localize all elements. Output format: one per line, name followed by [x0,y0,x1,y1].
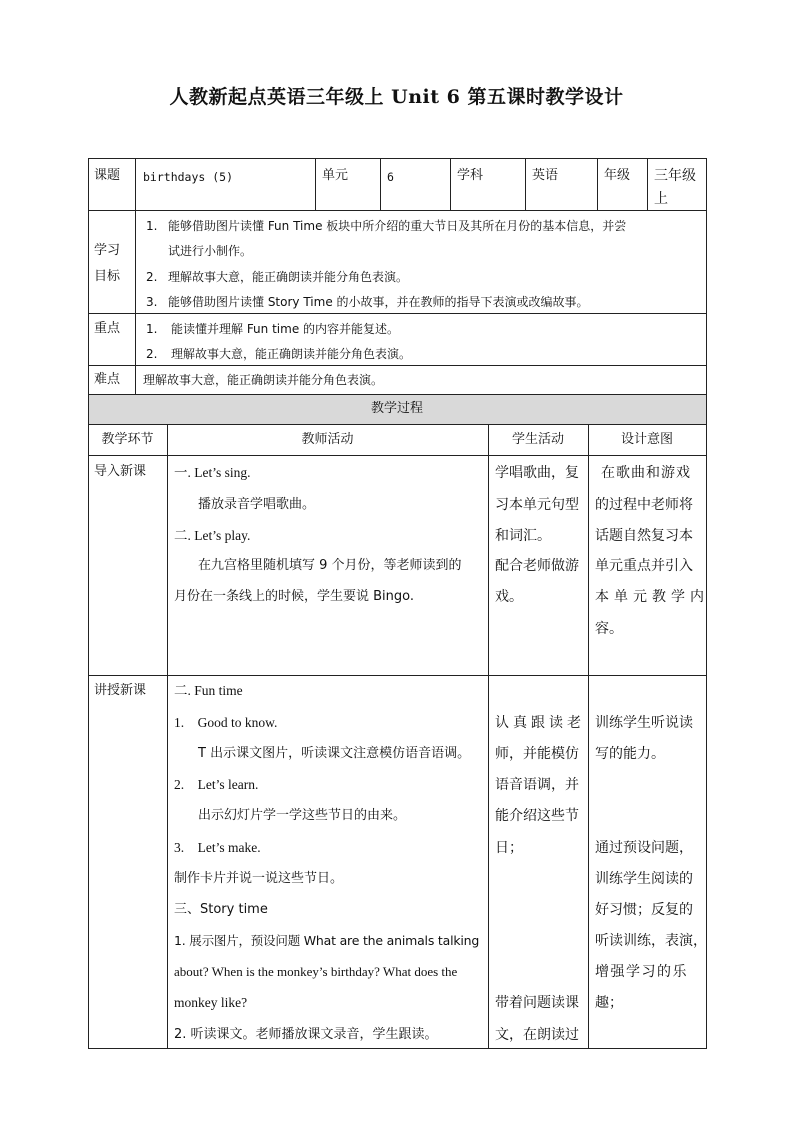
difficulty-text: 理解故事大意，能正确朗读并能分角色表演。 [143,373,384,387]
new-intent-6: 听读训练，表演， [595,933,707,949]
new-teacher-9: 1. 展示图片，预设问题 What are the animals talking [174,933,480,948]
new-teacher-4: 2. Let’s learn. [174,777,259,792]
intro-student-5: 戏。 [495,589,523,605]
intro-intent-1: 在歌曲和游戏 [601,465,691,481]
intro-teacher-3: 二. Let’s play. [174,528,251,543]
lesson-value: birthdays (5) [143,170,234,184]
page-title: 人教新起点英语三年级上 Unit 6 第五课时教学设计 [169,86,624,108]
intro-student-1: 学唱歌曲，复 [495,465,579,481]
new-teacher-1: 二. Fun time [174,683,243,698]
col-stage-header: 教学环节 [101,432,154,447]
new-teacher-7: 制作卡片并说一说这些节日。 [174,871,344,886]
intro-teacher-1: 一. Let’s sing. [174,465,251,480]
new-student-5: 日； [495,840,523,856]
new-intent-5: 好习惯；反复的 [595,902,693,918]
new-lesson-stage: 讲授新课 [94,683,147,698]
new-intent-2: 写的能力。 [595,746,665,762]
unit-label: 单元 [322,168,349,183]
key-point-num-2: 2. [146,347,158,361]
objectives-label-1: 学习 [94,243,121,258]
new-student-7: 文，在朗读过 [495,1027,579,1043]
new-student-6: 带着问题读课 [495,995,579,1011]
intro-intent-2: 的过程中老师将 [595,497,693,513]
subject-label: 学科 [457,168,484,183]
col-intent-header: 设计意图 [620,432,673,447]
objective-2-line1: 理解故事大意，能正确朗读并能分角色表演。 [168,270,409,284]
intro-intent-4: 单元重点并引入 [595,558,693,574]
intro-intent-5: 本单元教学内 [595,589,709,605]
intro-student-2: 习本单元句型 [495,497,579,513]
new-student-4: 能介绍这些节 [495,808,579,824]
intro-student-3: 和词汇。 [495,528,551,544]
new-teacher-11: monkey like? [174,995,248,1010]
new-intent-3: 通过预设问题， [595,840,693,856]
col-teacher-header: 教师活动 [301,432,354,447]
process-banner: 教学过程 [370,401,423,416]
intro-student-4: 配合老师做游 [495,558,579,574]
key-point-1: 能读懂并理解 Fun time 的内容并能复述。 [171,322,400,336]
intro-teacher-5: 月份在一条线上的时候，学生要说 Bingo. [174,589,415,604]
subject-value: 英语 [532,168,559,183]
new-teacher-6: 3. Let’s make. [174,840,261,855]
key-point-num-1: 1. [146,322,158,336]
new-intent-1: 训练学生听说读 [595,715,693,731]
new-intent-4: 训练学生阅读的 [595,871,693,887]
new-teacher-10: about? When is the monkey’s birthday? What does the [174,964,458,979]
new-student-2: 师，并能模仿 [495,746,579,762]
intro-intent-6: 容。 [595,621,623,637]
objective-3-line1: 能够借助图片读懂 Story Time 的小故事，并在教师的指导下表演或改编故事。 [168,295,589,309]
intro-stage: 导入新课 [94,464,147,479]
difficulty-label: 难点 [94,372,121,387]
objective-1-line2: 试进行小制作。 [168,244,253,258]
new-teacher-5: 出示幻灯片学一学这些节日的由来。 [198,808,407,823]
grade-label: 年级 [604,168,631,183]
objective-num-2: 2. [146,270,158,284]
objective-1-line1: 能够借助图片读懂 Fun Time 板块中所介绍的重大节日及其所在月份的基本信息，并尝 [168,219,627,233]
new-teacher-8: 三、Story time [174,902,268,917]
new-student-1: 认真跟读老 [495,715,585,731]
col-student-header: 学生活动 [511,432,564,447]
intro-teacher-2: 播放录音学唱歌曲。 [198,497,316,512]
new-teacher-3: T 出示课文图片，听读课文注意模仿语音语调。 [198,746,471,761]
new-teacher-2: 1. Good to know. [174,715,278,730]
key-point-2: 理解故事大意，能正确朗读并能分角色表演。 [171,347,412,361]
objective-num-3: 3. [146,295,158,309]
objective-num-1: 1. [146,219,158,233]
key-points-label: 重点 [94,321,121,336]
grade-value-line2: 上 [654,191,668,207]
lesson-label: 课题 [94,168,121,183]
new-intent-8: 趣； [595,995,623,1011]
new-intent-7: 增强学习的乐 [595,964,688,980]
intro-intent-3: 话题自然复习本 [595,528,693,544]
new-student-3: 语音语调，并 [495,777,579,793]
objectives-label-2: 目标 [94,269,121,284]
unit-value: 6 [387,170,394,184]
intro-teacher-4: 在九宫格里随机填写 9 个月份，等老师读到的 [198,558,462,573]
new-teacher-12: 2. 听读课文。老师播放课文录音，学生跟读。 [174,1027,438,1042]
grade-value-line1: 三年级 [654,168,696,184]
